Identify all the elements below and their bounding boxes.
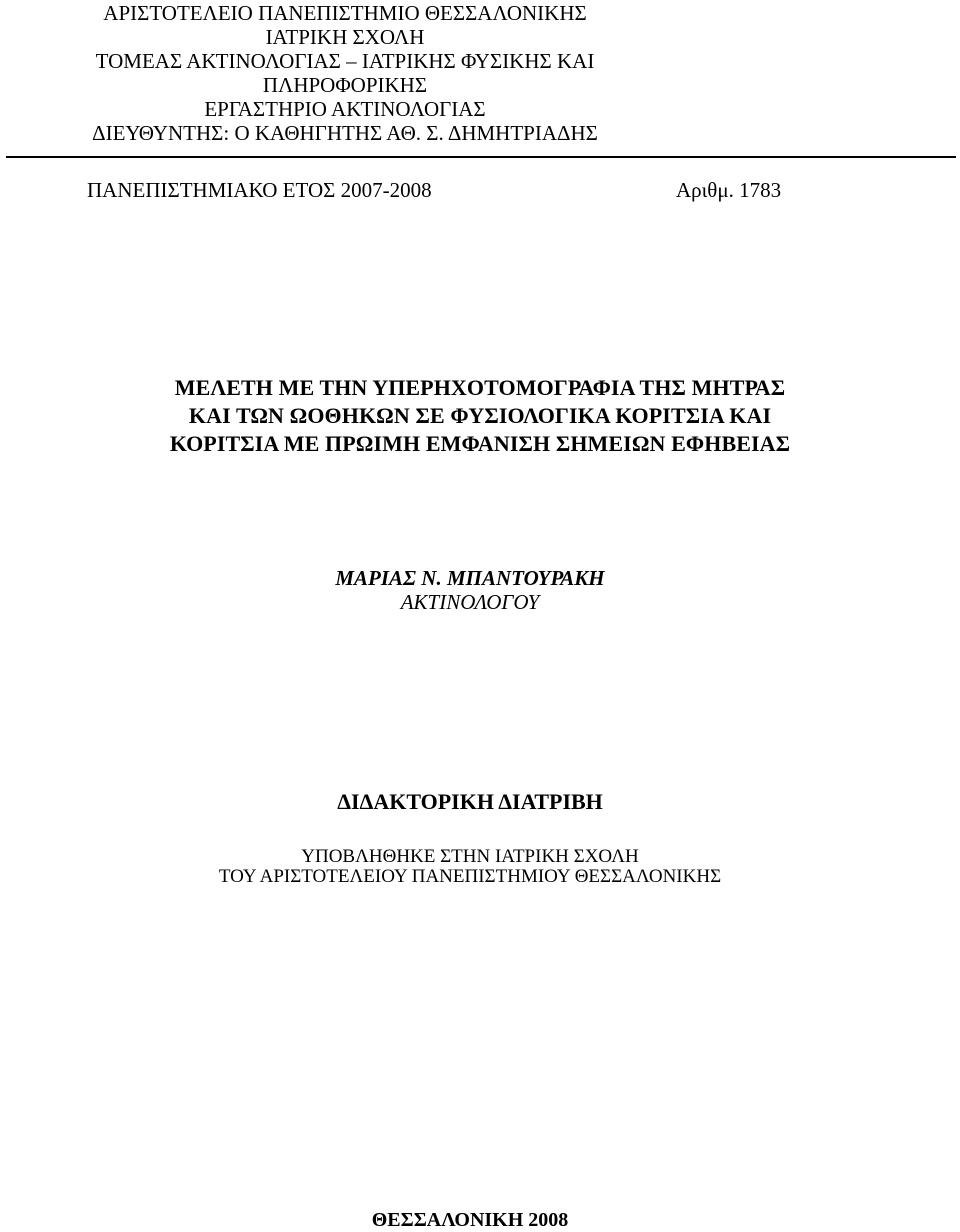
- laboratory-name: ΕΡΓΑΣΤΗΡΙΟ ΑΚΤΙΝΟΛΟΓΙΑΣ: [204, 97, 486, 121]
- director-line: ΔΙΕΥΘΥΝΤΗΣ: Ο ΚΑΘΗΓΗΤΗΣ ΑΘ. Σ. ΔΗΜΗΤΡΙΑΔΗΣ: [92, 121, 598, 145]
- department-line-2: ΠΛΗΡΟΦΟΡΙΚΗΣ: [262, 73, 428, 97]
- department-line-1: ΤΟΜΕΑΣ ΑΚΤΙΝΟΛΟΓΙΑΣ – ΙΑΤΡΙΚΗΣ ΦΥΣΙΚΗΣ ΚΑΙ: [95, 49, 595, 73]
- submission-line-1: ΥΠΟΒΛΗΘΗΚΕ ΣΤΗΝ ΙΑΤΡΙΚΗ ΣΧΟΛΗ: [301, 846, 639, 867]
- author-name: ΜΑΡΙΑΣ Ν. ΜΠΑΝΤΟΥΡΑΚΗ: [335, 566, 605, 590]
- reference-number: Αριθμ. 1783: [676, 178, 782, 202]
- place-and-date: ΘΕΣΣΑΛΟΝΙΚΗ 2008: [371, 1209, 569, 1231]
- academic-year: ΠΑΝΕΠΙΣΤΗΜΙΑΚΟ ΕΤΟΣ 2007-2008: [87, 178, 432, 202]
- submission-line-2: ΤΟΥ ΑΡΙΣΤΟΤΕΛΕΙΟΥ ΠΑΝΕΠΙΣΤΗΜΙΟΥ ΘΕΣΣΑΛΟΝΙΚΗΣ: [218, 866, 722, 887]
- thesis-title-line-3: ΚΟΡΙΤΣΙΑ ΜΕ ΠΡΩΙΜΗ ΕΜΦΑΝΙΣΗ ΣΗΜΕΙΩΝ ΕΦΗΒΕΙΑΣ: [169, 431, 791, 456]
- thesis-type: ΔΙΔΑΚΤΟΡΙΚΗ ΔΙΑΤΡΙΒΗ: [337, 789, 603, 814]
- header-divider: [6, 156, 956, 158]
- university-name: ΑΡΙΣΤΟΤΕΛΕΙΟ ΠΑΝΕΠΙΣΤΗΜΙΟ ΘΕΣΣΑΛΟΝΙΚΗΣ: [103, 1, 587, 25]
- author-role: ΑΚΤΙΝΟΛΟΓΟΥ: [400, 590, 540, 614]
- school-name: ΙΑΤΡΙΚΗ ΣΧΟΛΗ: [265, 25, 425, 49]
- thesis-title-line-1: ΜΕΛΕΤΗ ΜΕ ΤΗΝ ΥΠΕΡΗΧΟΤΟΜΟΓΡΑΦΙΑ ΤΗΣ ΜΗΤΡΑΣ: [174, 375, 786, 400]
- thesis-title-line-2: ΚΑΙ ΤΩΝ ΩΟΘΗΚΩΝ ΣΕ ΦΥΣΙΟΛΟΓΙΚΑ ΚΟΡΙΤΣΙΑ ΚΑΙ: [188, 403, 772, 428]
